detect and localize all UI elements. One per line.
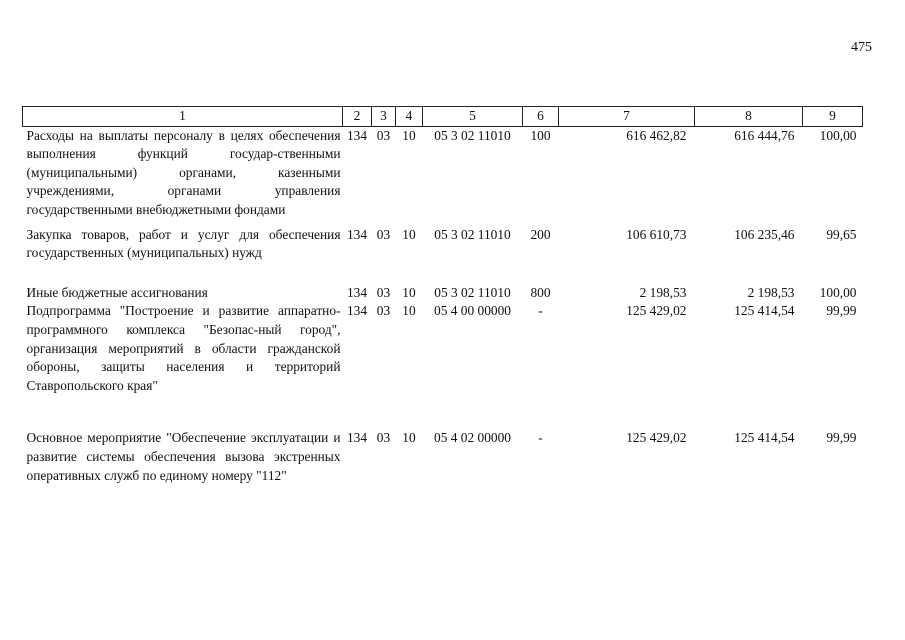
column-header: 9 [803,107,863,127]
column-header: 6 [523,107,559,127]
percent-cell: 100,00 [819,284,857,300]
row-name-cell: Закупка товаров, работ и услуг для обеспечения государственных (муниципальных) нужд [26,226,341,261]
actual-amount-cell: 2 198,53 [747,284,795,300]
admin-code-cell: 134 [346,226,368,242]
row-name-cell: Расходы на выплаты персоналу в целях обеспечения выполнения функций государ-ственными (муниципальными) органами, казенными учреждениями, органами управления государственными внебюджетными фондами [26,127,341,217]
subsection-cell: 10 [402,430,416,446]
table-row [23,226,863,263]
section-cell: 03 [376,284,391,300]
target-article-cell: 05 4 02 00000 [434,430,511,446]
expense-type-cell: 800 [530,284,551,300]
target-article-cell: 05 4 00 00000 [434,303,511,319]
target-article-cell: 05 3 02 11010 [434,284,511,300]
actual-amount-cell: 616 444,76 [734,127,795,143]
page-number: 475 [851,40,872,55]
admin-code-cell: 134 [346,430,368,446]
row-spacer [23,263,863,284]
planned-amount-cell: 2 198,53 [639,284,687,300]
column-header: 8 [695,107,803,127]
table-row [23,302,863,395]
admin-code-cell: 134 [346,303,368,319]
percent-cell: 99,99 [826,303,857,319]
table-row [23,284,863,303]
column-header: 2 [343,107,372,127]
actual-amount-cell: 125 414,54 [734,303,795,319]
section-cell: 03 [376,127,391,143]
target-article-cell: 05 3 02 11010 [434,127,511,143]
table-header-row [23,107,863,127]
subsection-cell: 10 [402,284,416,300]
section-cell: 03 [376,226,391,242]
planned-amount-cell: 616 462,82 [626,127,687,143]
subsection-cell: 10 [402,303,416,319]
admin-code-cell: 134 [346,127,368,143]
expense-type-cell: 200 [530,226,551,242]
percent-cell: 100,00 [819,127,857,143]
expense-type-cell: 100 [530,127,551,143]
column-header: 5 [423,107,523,127]
row-name-cell: Подпрограмма "Построение и развитие аппаратно-программного комплекса "Безопас-ный город", организация мероприятий в области гражданской обороны, защиты населения и территорий Ставропольского края" [26,303,341,393]
column-header: 3 [372,107,396,127]
target-article-cell: 05 3 02 11010 [434,226,511,242]
expense-type-cell: - [538,430,543,446]
section-cell: 03 [376,430,391,446]
section-cell: 03 [376,303,391,319]
budget-table [22,106,863,485]
subsection-cell: 10 [402,226,416,242]
actual-amount-cell: 106 235,46 [734,226,795,242]
admin-code-cell: 134 [346,284,368,300]
table-row [23,429,863,485]
column-header: 7 [559,107,695,127]
column-header: 1 [23,107,343,127]
percent-cell: 99,65 [826,226,857,242]
row-name-cell: Основное мероприятие "Обеспечение эксплуатации и развитие системы обеспечения вызова экстренных оперативных служб по единому номеру "112" [26,430,341,483]
percent-cell: 99,99 [826,430,857,446]
expense-type-cell: - [538,303,543,319]
row-name-cell: Иные бюджетные ассигнования [26,284,208,300]
planned-amount-cell: 125 429,02 [626,430,687,446]
table-row [23,126,863,219]
planned-amount-cell: 106 610,73 [626,226,687,242]
row-spacer [23,395,863,429]
subsection-cell: 10 [402,127,416,143]
planned-amount-cell: 125 429,02 [626,303,687,319]
column-header: 4 [396,107,423,127]
actual-amount-cell: 125 414,54 [734,430,795,446]
